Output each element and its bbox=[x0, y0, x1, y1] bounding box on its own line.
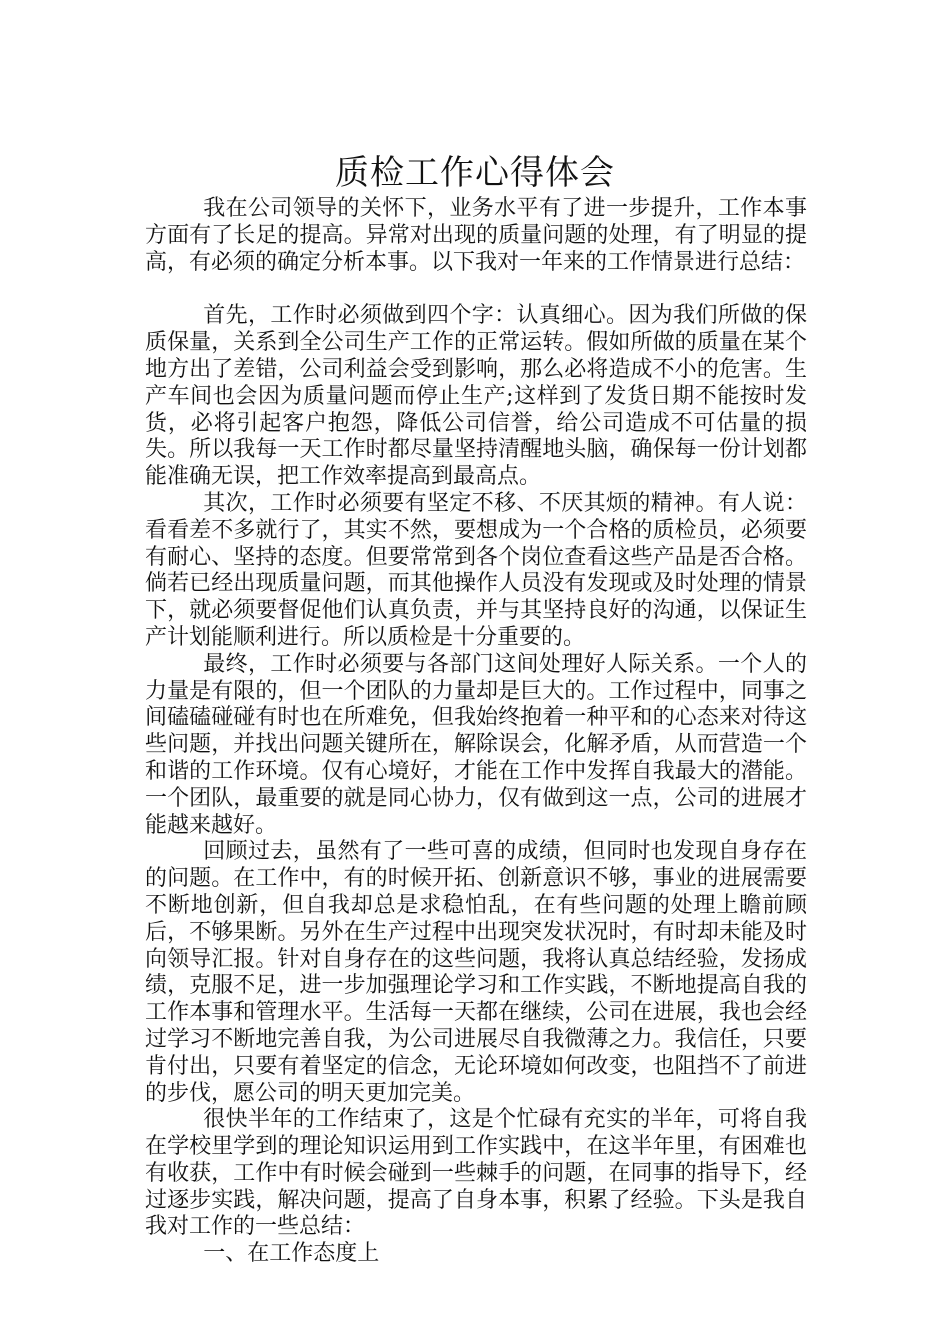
paragraph-final-point: 最终，工作时必须要与各部门这间处理好人际关系。一个人的力量是有限的，但一个团队的力量却是巨大的。工作过程中，同事之间磕磕碰碰有时也在所难免，但我始终抱着一种平和的心态来对待这些问题，并找出问题关键所在，解除误会，化解矛盾，从而营造一个和谐的工作环境。仅有心境好，才能在工作中发挥自我最大的潜能。一个团队，最重要的就是同心协力，仅有做到这一点，公司的进展才能越来越好。 bbox=[145, 651, 807, 838]
section-heading-work-attitude: 一、在工作态度上 bbox=[203, 1241, 380, 1267]
paragraph-first-point: 首先，工作时必须做到四个字：认真细心。因为我们所做的保质保量，关系到全公司生产工作的正常运转。假如所做的质量在某个地方出了差错，公司利益会受到影响，那么必将造成不小的危害。生产车间也会因为质量问题而停止生产;这样到了发货日期不能按时发货，必将引起客户抱怨，降低公司信誉，给公司造成不可估量的损失。所以我每一天工作时都尽量坚持清醒地头脑，确保每一份计划都能准确无误，把工作效率提高到最高点。 bbox=[145, 303, 807, 490]
document-title: 质检工作心得体会 bbox=[335, 152, 615, 193]
paragraph-intro: 我在公司领导的关怀下，业务水平有了进一步提升，工作本事方面有了长足的提高。异常对出现的质量问题的处理，有了明显的提高，有必须的确定分析本事。以下我对一年来的工作情景进行总结： bbox=[145, 196, 807, 275]
paragraph-spacer bbox=[145, 276, 807, 303]
paragraph-second-point: 其次，工作时必须要有坚定不移、不厌其烦的精神。有人说：看看差不多就行了，其实不然，要想成为一个合格的质检员，必须要有耐心、坚持的态度。但要常常到各个岗位查看这些产品是否合格。倘若已经出现质量问题，而其他操作人员没有发现或及时处理的情景下，就必须要督促他们认真负责，并与其坚持良好的沟通，以保证生产计划能顺利进行。所以质检是十分重要的。 bbox=[145, 490, 807, 650]
document-body bbox=[145, 196, 807, 1268]
paragraph-review: 回顾过去，虽然有了一些可喜的成绩，但同时也发现自身存在的问题。在工作中，有的时候开拓、创新意识不够，事业的进展需要不断地创新，但自我却总是求稳怕乱，在有些问题的处理上瞻前顾后，不够果断。另外在生产过程中出现突发状况时，有时却未能及时向领导汇报。针对自身存在的这些问题，我将认真总结经验，发扬成绩，克服不足，进一步加强理论学习和工作实践，不断地提高自我的工作本事和管理水平。生活每一天都在继续，公司在进展，我也会经过学习不断地完善自我，为公司进展尽自我微薄之力。我信任，只要肯付出，只要有着坚定的信念，无论环境如何改变，也阻挡不了前进的步伐，愿公司的明天更加完美。 bbox=[145, 839, 807, 1106]
paragraph-half-year-summary: 很快半年的工作结束了，这是个忙碌有充实的半年，可将自我在学校里学到的理论知识运用到工作实践中，在这半年里，有困难也有收获，工作中有时候会碰到一些棘手的问题，在同事的指导下，经过逐步实践，解决问题，提高了自身本事，积累了经验。下头是我自我对工作的一些总结： bbox=[145, 1107, 807, 1240]
